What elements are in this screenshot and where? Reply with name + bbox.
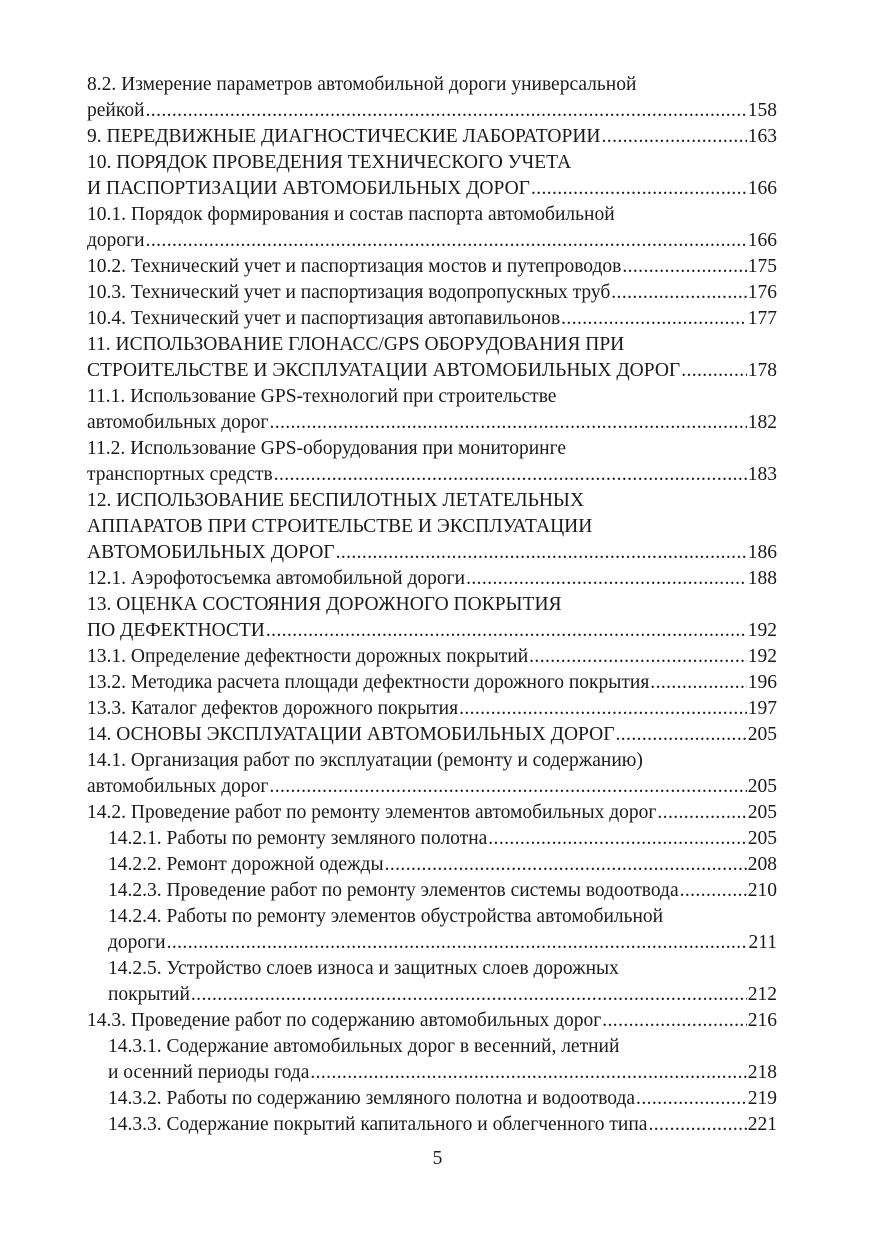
page-number: 5 [432, 1148, 443, 1169]
toc-entry [87, 800, 777, 826]
toc-entry [87, 670, 777, 696]
toc-entry-title-line: 14.2. Проведение работ по ремонту элементов автомобильных дорог [87, 802, 657, 823]
toc-entry-title-line: 14. ОСНОВЫ ЭКСПЛУАТАЦИИ АВТОМОБИЛЬНЫХ ДОРОГ [87, 724, 615, 745]
toc-entry-page: 175 [747, 256, 777, 277]
toc-entry-page: 188 [747, 568, 777, 589]
toc-entry [87, 592, 777, 644]
toc-entry-title-line: автомобильных дорог [87, 412, 269, 433]
toc-entry-title-line: 14.3. Проведение работ по содержанию автомобильных дорог [87, 1010, 602, 1031]
toc-entry-title-line: автомобильных дорог [87, 776, 269, 797]
toc-entry-page: 221 [747, 1114, 777, 1135]
dot-leader [648, 1112, 746, 1138]
toc-entry-title-line: АППАРАТОВ ПРИ СТРОИТЕЛЬСТВЕ И ЭКСПЛУАТАЦИИ [87, 516, 593, 537]
toc-entry-last-line [108, 1060, 777, 1086]
toc-entry-title-line: 9. ПЕРЕДВИЖНЫЕ ДИАГНОСТИЧЕСКИЕ ЛАБОРАТОРИИ [87, 126, 601, 147]
toc-entry-page: 158 [747, 100, 777, 121]
dot-leader [529, 644, 747, 670]
toc-entry [87, 1086, 777, 1112]
toc-entry-title-line: 14.2.5. Устройство слоев износа и защитных слоев дорожных [108, 958, 619, 979]
toc-entry-title-line: 14.3.2. Работы по содержанию земляного полотна и водоотвода [108, 1088, 636, 1109]
toc-entry-title-line: 14.2.2. Ремонт дорожной одежды [108, 854, 384, 875]
toc-entry-last-line [108, 982, 777, 1008]
dot-leader [531, 176, 747, 202]
toc-entry-last-line [108, 878, 777, 904]
dot-leader [602, 124, 747, 150]
dot-leader [602, 1008, 747, 1034]
dot-leader [561, 306, 747, 332]
toc-entry-title-line: 14.2.1. Работы по ремонту земляного полотна [108, 828, 488, 849]
toc-entry-page: 177 [747, 308, 777, 329]
dot-leader [466, 566, 747, 592]
dot-leader [636, 1086, 747, 1112]
toc-entry-last-line [108, 826, 777, 852]
dot-leader [611, 280, 746, 306]
toc-entry [87, 150, 777, 202]
toc-entry-page: 186 [747, 542, 777, 563]
toc-entry-title-line: 11. ИСПОЛЬЗОВАНИЕ ГЛОНАСС/GPS ОБОРУДОВАНИЯ ПРИ [87, 334, 625, 355]
toc-entry-page: 205 [747, 828, 777, 849]
toc-entry-page: 219 [747, 1088, 777, 1109]
toc-entry-title-line: 11.2. Использование GPS-оборудования при мониторинге [87, 438, 566, 459]
toc-entry-last-line [87, 358, 777, 384]
dot-leader [616, 722, 747, 748]
toc-entry-last-line [87, 618, 777, 644]
toc-entry-title-line: 14.1. Организация работ по эксплуатации (ремонту и содержанию) [87, 750, 643, 771]
toc-entry-page: 211 [748, 932, 777, 953]
toc-entry [87, 566, 777, 592]
toc-entry-title-line: 14.2.3. Проведение работ по ремонту элементов системы водоотвода [108, 880, 679, 901]
toc-entry-page: 197 [747, 698, 777, 719]
toc-entry-last-line [108, 1112, 777, 1138]
toc-entry-title-line: 13.1. Определение дефектности дорожных покрытий [87, 646, 529, 667]
dot-leader [657, 800, 746, 826]
toc-entry [87, 488, 777, 566]
dot-leader [622, 254, 746, 280]
toc-entry-last-line [108, 852, 777, 878]
toc-entry [87, 852, 777, 878]
toc-entry-title-line: 11.1. Использование GPS-технологий при строительстве [87, 386, 557, 407]
toc-entry-last-line [87, 774, 777, 800]
toc-entry [87, 644, 777, 670]
toc-entry-page: 183 [747, 464, 777, 485]
toc-entry-page: 216 [747, 1010, 777, 1031]
toc-entry [87, 72, 777, 124]
toc-entry-last-line [87, 280, 777, 306]
toc-entry [87, 878, 777, 904]
toc-entry-title-line: АВТОМОБИЛЬНЫХ ДОРОГ [87, 542, 335, 563]
toc-entry-page: 192 [747, 620, 777, 641]
toc-entry [87, 1008, 777, 1034]
toc-entry-last-line [87, 98, 777, 124]
toc-entry [87, 1034, 777, 1086]
dot-leader [269, 410, 746, 436]
toc-entry-last-line [108, 930, 777, 956]
dot-leader [385, 852, 747, 878]
toc-entry-page: 166 [747, 230, 777, 251]
toc-entry-page: 210 [747, 880, 777, 901]
toc-entry-title-line: И ПАСПОРТИЗАЦИИ АВТОМОБИЛЬНЫХ ДОРОГ [87, 178, 530, 199]
dot-leader [146, 98, 747, 124]
toc-entry [87, 332, 777, 384]
toc-entry [87, 202, 777, 254]
dot-leader [459, 696, 747, 722]
toc-entry-last-line [87, 410, 777, 436]
toc-entry-title-line: 14.2.4. Работы по ремонту элементов обустройства автомобильной [108, 906, 664, 927]
toc-entry-page: 205 [747, 776, 777, 797]
dot-leader [266, 618, 747, 644]
toc-entry-page: 212 [747, 984, 777, 1005]
toc-entry [87, 956, 777, 1008]
toc-entry-title-line: рейкой [87, 100, 145, 121]
toc-entry-last-line [87, 800, 777, 826]
toc-entry-title-line: транспортных средств [87, 464, 273, 485]
toc-entry-last-line [87, 670, 777, 696]
toc-entry-last-line [87, 124, 777, 150]
toc-entry-page: 178 [747, 360, 777, 381]
toc-entry [87, 254, 777, 280]
toc-entry-page: 205 [747, 724, 777, 745]
toc-entry-title-line: и осенний периоды года [108, 1062, 310, 1083]
dot-leader [336, 540, 747, 566]
toc-entry-last-line [108, 1086, 777, 1112]
toc-entry-last-line [87, 254, 777, 280]
toc-entry [87, 696, 777, 722]
toc-entry [87, 306, 777, 332]
toc-entry-last-line [87, 228, 777, 254]
toc-entry [87, 826, 777, 852]
toc-entry-page: 196 [747, 672, 777, 693]
toc-entry-title-line: 10.4. Технический учет и паспортизация автопавильонов [87, 308, 561, 329]
toc-entry-page: 163 [747, 126, 777, 147]
toc-entry [87, 904, 777, 956]
toc-entry-title-line: дороги [108, 932, 166, 953]
toc-entry-title-line: 10.2. Технический учет и паспортизация мостов и путепроводов [87, 256, 622, 277]
toc-entry-page: 182 [747, 412, 777, 433]
dot-leader [650, 670, 746, 696]
toc-entry-last-line [87, 306, 777, 332]
toc-entry-last-line [87, 176, 777, 202]
dot-leader [269, 774, 746, 800]
dot-leader [146, 228, 747, 254]
toc-entry [87, 124, 777, 150]
toc-entry-title-line: 8.2. Измерение параметров автомобильной дороги универсальной [87, 74, 637, 95]
toc-entry-title-line: ПО ДЕФЕКТНОСТИ [87, 620, 265, 641]
toc-entry-title-line: 13.2. Методика расчета площади дефектности дорожного покрытия [87, 672, 650, 693]
toc-entry-last-line [87, 644, 777, 670]
toc-entry-page: 218 [747, 1062, 777, 1083]
toc-entry-title-line: 13.3. Каталог дефектов дорожного покрытия [87, 698, 459, 719]
toc-entry-page: 192 [747, 646, 777, 667]
toc-entry-last-line [87, 1008, 777, 1034]
toc-entry-page: 205 [747, 802, 777, 823]
toc-entry-title-line: 13. ОЦЕНКА СОСТОЯНИЯ ДОРОЖНОГО ПОКРЫТИЯ [87, 594, 562, 615]
toc-entry-page: 176 [747, 282, 777, 303]
toc-entry [87, 384, 777, 436]
toc-entry-last-line [87, 462, 777, 488]
toc-entry [87, 1112, 777, 1138]
toc-entry-title-line: дороги [87, 230, 145, 251]
dot-leader [681, 358, 747, 384]
toc-entry-last-line [87, 566, 777, 592]
toc-entry-title-line: СТРОИТЕЛЬСТВЕ И ЭКСПЛУАТАЦИИ АВТОМОБИЛЬНЫХ ДОРОГ [87, 360, 681, 381]
toc-entry-last-line [87, 540, 777, 566]
toc-entry-title-line: 10. ПОРЯДОК ПРОВЕДЕНИЯ ТЕХНИЧЕСКОГО УЧЕТА [87, 152, 572, 173]
toc-entry [87, 280, 777, 306]
toc-entry-title-line: 14.3.1. Содержание автомобильных дорог в весенний, летний [108, 1036, 620, 1057]
toc-entry-page: 208 [747, 854, 777, 875]
dot-leader [167, 930, 748, 956]
dot-leader [488, 826, 746, 852]
toc-entry-title-line: 12. ИСПОЛЬЗОВАНИЕ БЕСПИЛОТНЫХ ЛЕТАТЕЛЬНЫХ [87, 490, 585, 511]
dot-leader [680, 878, 747, 904]
dot-leader [191, 982, 747, 1008]
toc-entry-last-line [87, 696, 777, 722]
dot-leader [310, 1060, 746, 1086]
dot-leader [274, 462, 747, 488]
toc-entry-title-line: 12.1. Аэрофотосъемка автомобильной дороги [87, 568, 466, 589]
toc-entry-title-line: 10.1. Порядок формирования и состав паспорта автомобильной [87, 204, 615, 225]
toc-entry-title-line: 10.3. Технический учет и паспортизация водопропускных труб [87, 282, 611, 303]
toc-entry [87, 722, 777, 748]
toc-entry [87, 436, 777, 488]
toc-entry-title-line: покрытий [108, 984, 190, 1005]
table-of-contents [87, 72, 777, 1138]
toc-entry [87, 748, 777, 800]
toc-entry-title-line: 14.3.3. Содержание покрытий капитального и облегченного типа [108, 1114, 648, 1135]
toc-entry-page: 166 [747, 178, 777, 199]
toc-entry-last-line [87, 722, 777, 748]
